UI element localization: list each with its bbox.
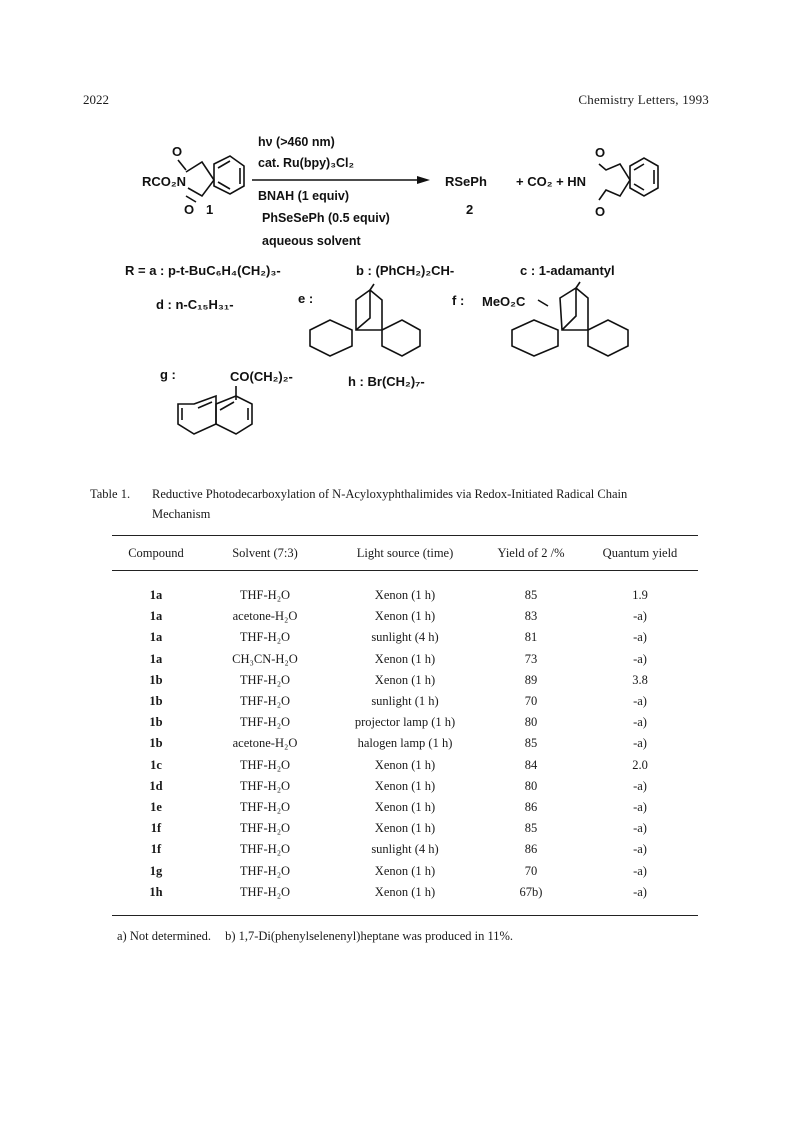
cell-light-source: halogen lamp (1 h) xyxy=(357,736,453,751)
cell-light-source: sunlight (4 h) xyxy=(371,842,439,857)
cell-quantum-yield: -a) xyxy=(633,842,647,857)
cell-light-source: Xenon (1 h) xyxy=(374,799,436,814)
cell-quantum-yield: -a) xyxy=(633,694,647,709)
product: RSePh xyxy=(445,174,487,189)
byproducts: + CO₂ + HN xyxy=(516,174,587,189)
cell-compound: 1b xyxy=(149,715,163,730)
cell-compound: 1h xyxy=(149,884,163,899)
cell-compound: 1g xyxy=(149,863,163,878)
cell-light-source: Xenon (1 h) xyxy=(374,863,436,878)
table-header-row xyxy=(112,536,698,571)
table-row xyxy=(112,839,698,860)
table-row xyxy=(112,797,698,818)
product-label: 2 xyxy=(466,202,474,217)
table-row xyxy=(112,712,698,733)
reactant-group: RCO₂N xyxy=(142,174,187,189)
r-group-c: c : 1-adamantyl xyxy=(520,263,615,278)
condition-bnah: BNAH (1 equiv) xyxy=(258,189,349,203)
cell-solvent: THF-H₂O xyxy=(239,757,291,772)
r-group-e: e : xyxy=(298,291,314,306)
cell-yield: 73 xyxy=(524,651,538,666)
cell-compound: 1e xyxy=(150,799,162,814)
cell-quantum-yield: -a) xyxy=(633,821,647,836)
cell-compound: 1a xyxy=(149,630,163,645)
condition-light: hν (>460 nm) xyxy=(258,135,335,149)
col-quantum-yield: Quantum yield xyxy=(602,545,678,560)
reactant-bottom-o: O xyxy=(184,202,195,217)
r-group-g: g : xyxy=(160,367,176,382)
cell-solvent: THF-H₂O xyxy=(239,842,291,857)
cell-solvent: THF-H₂O xyxy=(239,799,291,814)
cell-yield: 85 xyxy=(524,588,538,603)
cell-solvent: THF-H₂O xyxy=(239,694,291,709)
table-row xyxy=(112,691,698,712)
cell-yield: 81 xyxy=(524,630,538,645)
phthalimide-bottom-o: O xyxy=(595,204,606,219)
cell-yield: 89 xyxy=(524,672,538,687)
table-footnotes xyxy=(117,929,513,944)
table-row xyxy=(112,733,698,754)
cell-quantum-yield: -a) xyxy=(633,863,647,878)
table-row xyxy=(112,571,698,607)
col-yield: Yield of 2 /% xyxy=(497,545,565,560)
cell-light-source: Xenon (1 h) xyxy=(374,778,436,793)
cell-quantum-yield: -a) xyxy=(633,884,647,899)
cell-solvent: THF-H₂O xyxy=(239,588,291,603)
cell-compound: 1b xyxy=(149,694,163,709)
cell-yield: 80 xyxy=(524,778,538,793)
condition-diselenide: PhSeSePh (0.5 equiv) xyxy=(262,211,390,225)
cell-compound: 1a xyxy=(149,609,163,624)
footnote-b: b) 1,7-Di(phenylselenenyl)heptane was produced in 11%. xyxy=(225,929,514,943)
cell-yield: 67b) xyxy=(519,884,543,899)
cell-yield: 70 xyxy=(524,694,538,709)
cell-solvent: THF-H₂O xyxy=(239,715,291,730)
footnote-a: a) Not determined. xyxy=(117,929,212,943)
cell-light-source: Xenon (1 h) xyxy=(374,884,436,899)
cell-quantum-yield: -a) xyxy=(633,609,647,624)
structure-g xyxy=(178,386,252,434)
table-row xyxy=(112,606,698,627)
cell-solvent: THF-H₂O xyxy=(239,863,291,878)
cell-compound: 1a xyxy=(149,651,163,666)
cell-compound: 1a xyxy=(149,588,163,603)
journal-header: Chemistry Letters, 1993 xyxy=(578,92,709,107)
cell-light-source: Xenon (1 h) xyxy=(374,651,436,666)
table-row xyxy=(112,670,698,691)
cell-light-source: Xenon (1 h) xyxy=(374,588,436,603)
cell-compound: 1b xyxy=(149,672,163,687)
col-solvent: Solvent (7:3) xyxy=(232,545,298,560)
cell-compound: 1d xyxy=(149,778,163,793)
cell-light-source: sunlight (1 h) xyxy=(371,694,439,709)
r-group-f: f : xyxy=(452,293,465,308)
phthalimide-top-o: O xyxy=(595,145,606,160)
table-row xyxy=(112,627,698,648)
cell-yield: 80 xyxy=(524,715,538,730)
table-row xyxy=(112,860,698,881)
cell-compound: 1b xyxy=(149,736,163,751)
cell-solvent: THF-H₂O xyxy=(239,884,291,899)
col-compound: Compound xyxy=(128,545,184,560)
condition-solvent: aqueous solvent xyxy=(262,234,361,248)
cell-solvent: acetone-H₂O xyxy=(232,609,298,624)
reactant-top-o: O xyxy=(172,144,183,159)
cell-compound: 1f xyxy=(150,842,162,857)
table-caption-text-2: Mechanism xyxy=(152,507,211,521)
reaction-conditions xyxy=(252,135,430,248)
results-table xyxy=(112,535,698,916)
cell-quantum-yield: -a) xyxy=(633,778,647,793)
cell-solvent: acetone-H₂O xyxy=(232,736,298,751)
reaction-arrow-head xyxy=(417,176,430,184)
cell-yield: 86 xyxy=(524,842,538,857)
table-caption-text: Reductive Photodecarboxylation of N-Acyloxyphthalimides via Redox-Initiated Radical Chain xyxy=(152,487,628,501)
table-row xyxy=(112,755,698,776)
cell-quantum-yield: 3.8 xyxy=(632,672,648,687)
table-caption xyxy=(90,484,710,524)
cell-yield: 70 xyxy=(524,863,538,878)
cell-yield: 84 xyxy=(524,757,538,772)
reaction-scheme xyxy=(0,0,793,460)
table-row xyxy=(112,882,698,916)
cell-quantum-yield: 2.0 xyxy=(632,757,648,772)
table-row xyxy=(112,776,698,797)
cell-yield: 85 xyxy=(524,736,538,751)
cell-solvent: CH₃CN-H₂O xyxy=(232,651,298,666)
table-caption-label: Table 1. xyxy=(90,487,131,501)
cell-solvent: THF-H₂O xyxy=(239,630,291,645)
cell-light-source: projector lamp (1 h) xyxy=(354,715,456,730)
reactant-label: 1 xyxy=(206,202,214,217)
condition-catalyst: cat. Ru(bpy)₃Cl₂ xyxy=(258,156,355,170)
cell-light-source: Xenon (1 h) xyxy=(374,672,436,687)
structure-f xyxy=(512,282,628,356)
cell-solvent: THF-H₂O xyxy=(239,672,291,687)
table-row xyxy=(112,649,698,670)
r-group-f-ester: MeO₂C xyxy=(482,294,526,309)
r-group-d: d : n-C₁₅H₃₁- xyxy=(156,297,234,312)
cell-light-source: sunlight (4 h) xyxy=(371,630,439,645)
cell-quantum-yield: -a) xyxy=(633,736,647,751)
r-group-a: R = a : p-t-BuC₆H₄(CH₂)₃- xyxy=(125,263,281,278)
cell-solvent: THF-H₂O xyxy=(239,778,291,793)
cell-yield: 83 xyxy=(524,609,538,624)
cell-light-source: Xenon (1 h) xyxy=(374,757,436,772)
cell-compound: 1f xyxy=(150,821,162,836)
r-group-g-acyl: CO(CH₂)₂- xyxy=(230,369,293,384)
cell-yield: 86 xyxy=(524,799,538,814)
cell-light-source: Xenon (1 h) xyxy=(374,821,436,836)
cell-light-source: Xenon (1 h) xyxy=(374,609,436,624)
cell-solvent: THF-H₂O xyxy=(239,821,291,836)
cell-quantum-yield: -a) xyxy=(633,651,647,666)
r-group-h: h : Br(CH₂)₇- xyxy=(348,374,425,389)
table-row xyxy=(112,818,698,839)
col-light-source: Light source (time) xyxy=(356,545,454,560)
cell-compound: 1c xyxy=(150,757,162,772)
cell-quantum-yield: 1.9 xyxy=(632,588,648,603)
cell-quantum-yield: -a) xyxy=(633,715,647,730)
structure-e xyxy=(310,284,420,356)
reactant-structure xyxy=(142,144,244,217)
cell-quantum-yield: -a) xyxy=(633,799,647,814)
page-number: 2022 xyxy=(83,92,109,107)
cell-quantum-yield: -a) xyxy=(633,630,647,645)
phthalimide-structure xyxy=(595,145,658,219)
cell-yield: 85 xyxy=(524,821,538,836)
r-group-b: b : (PhCH₂)₂CH- xyxy=(356,263,455,278)
